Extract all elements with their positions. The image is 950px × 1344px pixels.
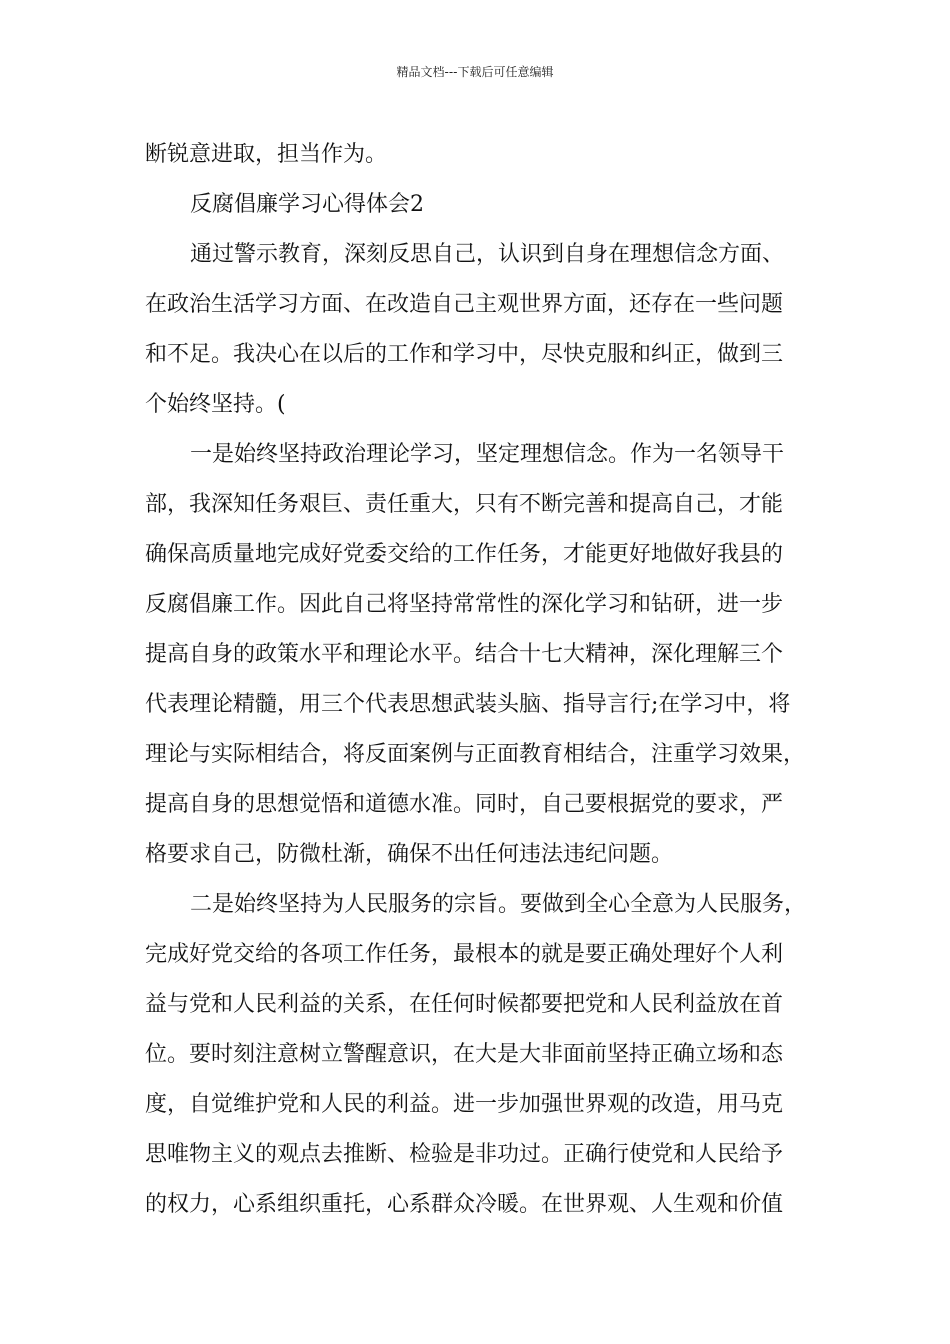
text-line: 在政治生活学习方面、在改造自己主观世界方面，还存在一些问题 [145,292,784,317]
text-line: 反腐倡廉工作。因此自己将坚持常常性的深化学习和钻研，进一步 [145,592,784,617]
text-line: 益与党和人民利益的关系，在任何时候都要把党和人民利益放在首 [145,992,784,1017]
text-line: 二是始终坚持为人民服务的宗旨。要做到全心全意为人民服务， [190,892,807,917]
text-line: 的权力，心系组织重托，心系群众冷暖。在世界观、人生观和价值 [145,1192,784,1217]
text-line: 通过警示教育，深刻反思自己，认识到自身在理想信念方面、 [190,242,785,267]
document-body [145,130,815,1230]
text-line: 位。要时刻注意树立警醒意识，在大是大非面前坚持正确立场和态 [145,1042,784,1067]
text-line: 部，我深知任务艰巨、责任重大，只有不断完善和提高自己，才能 [145,492,784,517]
text-line: 理论与实际相结合，将反面案例与正面教育相结合，注重学习效果， [145,742,806,767]
text-line: 反腐倡廉学习心得体会2 [190,192,424,217]
text-line: 个始终坚持。( [145,392,286,417]
text-line: 提高自身的思想觉悟和道德水准。同时，自己要根据党的要求，严 [145,792,784,817]
page-header: 精品文档---下载后可任意编辑 [396,65,554,79]
text-line: 思唯物主义的观点去推断、检验是非功过。正确行使党和人民给予 [145,1142,784,1167]
text-line: 完成好党交给的各项工作任务，最根本的就是要正确处理好个人利 [145,942,784,967]
text-line: 格要求自己，防微杜渐，确保不出任何违法违纪问题。 [145,842,674,867]
text-line: 和不足。我决心在以后的工作和学习中，尽快克服和纠正，做到三 [145,342,784,367]
text-line: 断锐意进取，担当作为。 [145,142,388,167]
text-line: 确保高质量地完成好党委交给的工作任务，才能更好地做好我县的 [145,542,784,567]
text-line: 一是始终坚持政治理论学习，坚定理想信念。作为一名领导干 [190,442,785,467]
text-line: 度，自觉维护党和人民的利益。进一步加强世界观的改造，用马克 [145,1092,784,1117]
text-line: 代表理论精髓，用三个代表思想武装头脑、指导言行;在学习中，将 [145,692,791,717]
text-line: 提高自身的政策水平和理论水平。结合十七大精神，深化理解三个 [145,642,784,667]
